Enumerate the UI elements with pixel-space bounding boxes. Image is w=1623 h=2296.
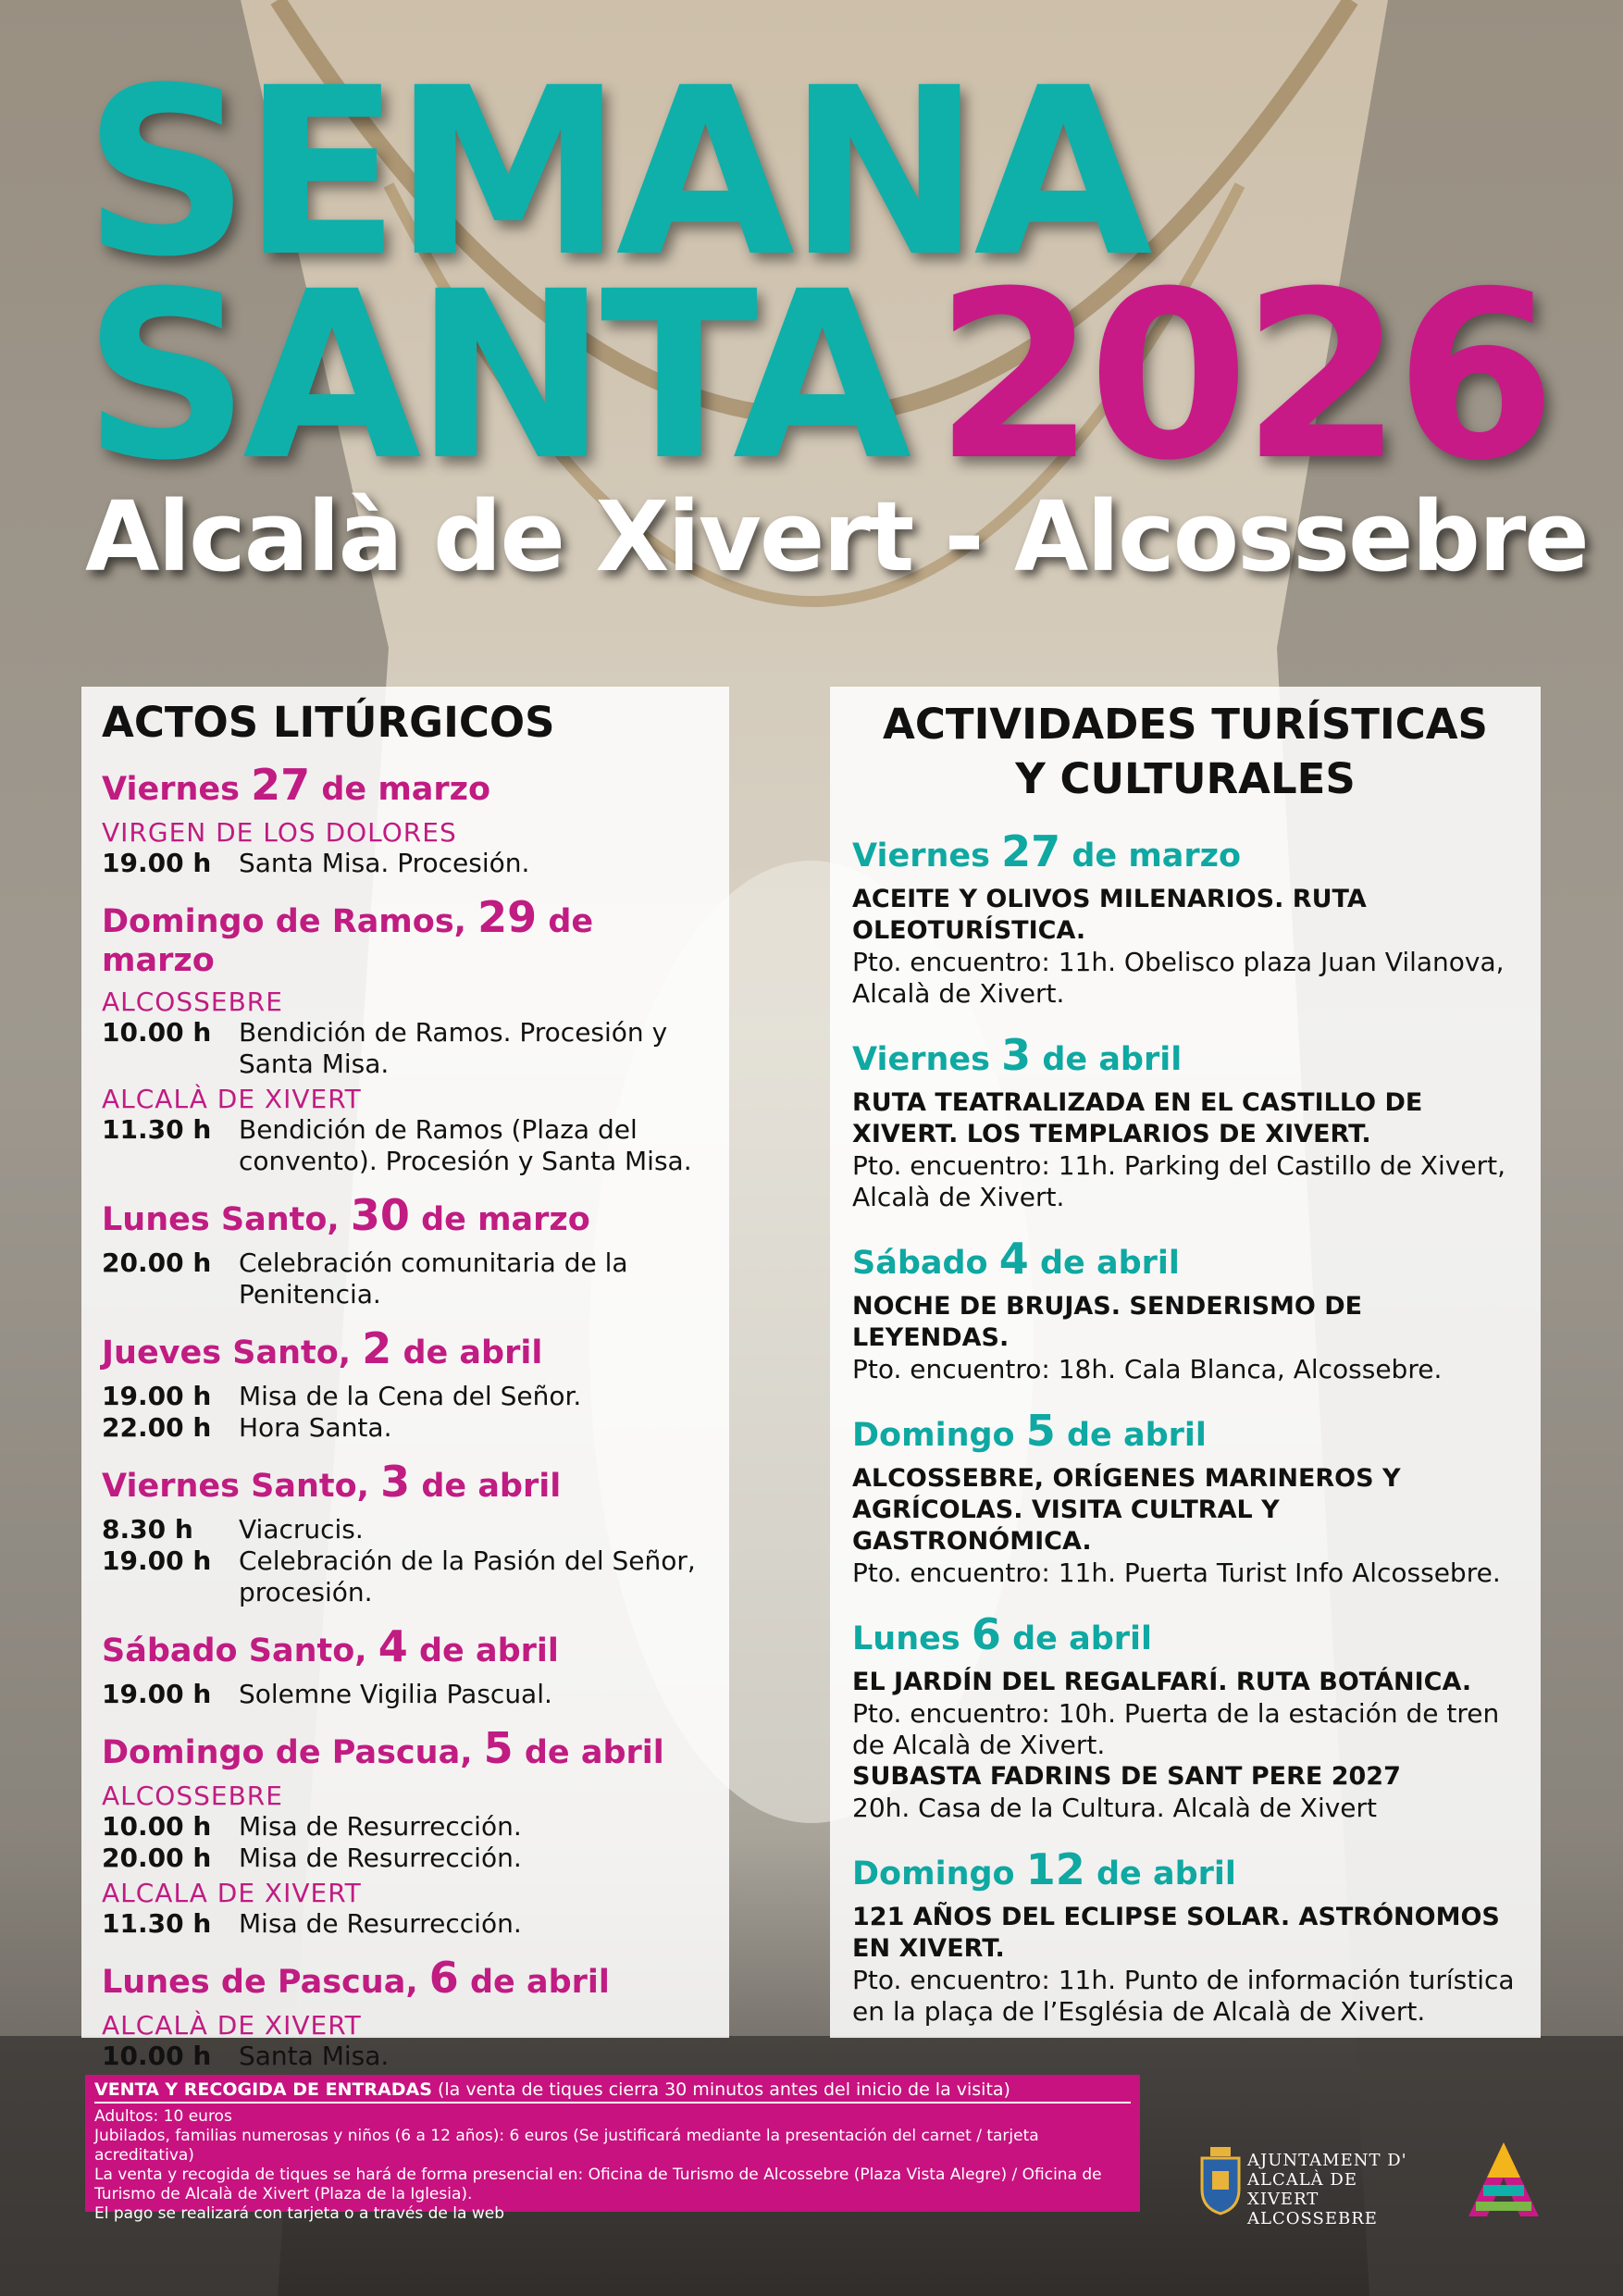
- schedule-row: [102, 2041, 709, 2072]
- meeting-point: Pto. encuentro: 11h. Obelisco plaza Juan Vilanova, Alcalà de Xivert.: [852, 947, 1505, 1009]
- event-time: 20.00 h: [102, 1843, 212, 1873]
- event-description: Bendición de Ramos (Plaza del convento). Procesión y Santa Misa.: [239, 1114, 692, 1176]
- schedule-row: [102, 1545, 709, 1608]
- day-number: 29: [477, 892, 538, 942]
- day-name: Viernes Santo,: [102, 1468, 381, 1505]
- ajuntament-line: ALCOSSEBRE: [1247, 2209, 1378, 2228]
- day-name: Domingo: [852, 1417, 1026, 1454]
- activity-name: SUBASTA FADRINS DE SANT PERE 2027: [852, 1762, 1401, 1791]
- day-name: Sábado: [852, 1245, 999, 1282]
- event-description: Celebración comunitaria de la Penitencia.: [239, 1247, 628, 1309]
- meeting-point: Pto. encuentro: 10h. Puerta de la estación de tren de Alcalà de Xivert.: [852, 1698, 1500, 1760]
- day-heading: [852, 1406, 1518, 1456]
- event-description: Santa Misa.: [239, 2041, 390, 2071]
- day-month: de abril: [458, 1964, 610, 2001]
- tourism-title: [852, 698, 1518, 806]
- event-description: Misa de la Cena del Señor.: [239, 1381, 582, 1411]
- day-heading: [102, 1723, 709, 1773]
- location-label: ALCOSSEBRE: [102, 1781, 283, 1811]
- day-month: de marzo: [102, 903, 594, 979]
- day-heading: [102, 1190, 709, 1240]
- location-label: ALCALÀ DE XIVERT: [102, 2010, 362, 2041]
- day-name: Domingo de Pascua,: [102, 1734, 484, 1771]
- day-number: 3: [1001, 1030, 1032, 1080]
- event-description: Misa de Resurrección.: [239, 1843, 522, 1873]
- schedule-row: [102, 1017, 709, 1080]
- schedule-row: [102, 1843, 709, 1874]
- day-name: Lunes: [852, 1620, 972, 1657]
- day-number: 5: [1025, 1406, 1056, 1456]
- meeting-point: Pto. encuentro: 18h. Cala Blanca, Alcossebre.: [852, 1354, 1443, 1384]
- title-santa: SANTA: [83, 242, 905, 511]
- day-number: 2: [362, 1323, 392, 1373]
- day-heading: [852, 826, 1518, 876]
- event-description: Celebración de la Pasión del Señor, procesión.: [239, 1545, 696, 1607]
- tourism-title-line2: Y CULTURALES: [1015, 753, 1356, 803]
- event-description: Bendición de Ramos. Procesión y Santa Misa.: [239, 1017, 668, 1079]
- day-heading: [102, 1323, 709, 1373]
- location-label: VIRGEN DE LOS DOLORES: [102, 817, 457, 848]
- event-description: Misa de Resurrección.: [239, 1908, 522, 1939]
- schedule-row: [102, 1381, 709, 1412]
- day-month: de abril: [1055, 1417, 1207, 1454]
- schedule-row: [102, 1908, 709, 1940]
- day-number: 5: [483, 1723, 514, 1773]
- location-label: ALCALA DE XIVERT: [102, 1878, 362, 1908]
- day-number: 12: [1025, 1844, 1085, 1894]
- event-time: 19.00 h: [102, 1545, 212, 1576]
- event-time: 22.00 h: [102, 1412, 212, 1443]
- ajuntament-line: AJUNTAMENT D': [1247, 2151, 1407, 2170]
- day-month: de abril: [513, 1734, 664, 1771]
- day-month: de abril: [391, 1334, 543, 1371]
- activity-name: NOCHE DE BRUJAS. SENDERISMO DE LEYENDAS.: [852, 1292, 1363, 1352]
- event-time: 19.00 h: [102, 1679, 212, 1709]
- sales-line: Jubilados, familias numerosas y niños (6 a 12 años): 6 euros (Se justificará mediante la presentación del carnet / tarjeta acreditativa): [94, 2127, 1039, 2165]
- sales-heading-note: (la venta de tiques cierra 30 minutos antes del inicio de la visita): [431, 2079, 1010, 2100]
- activity-name: ACEITE Y OLIVOS MILENARIOS. RUTA OLEOTURÍSTICA.: [852, 885, 1367, 945]
- day-name: Sábado Santo,: [102, 1632, 378, 1669]
- event-description: Viacrucis.: [239, 1514, 364, 1545]
- day-name: Domingo de Ramos,: [102, 903, 478, 940]
- schedule-row: [102, 1679, 709, 1710]
- day-heading: [102, 1953, 709, 2003]
- day-number: 4: [998, 1234, 1029, 1284]
- event-time: 10.00 h: [102, 2041, 212, 2071]
- day-month: de abril: [1028, 1245, 1180, 1282]
- schedule-row: [102, 1514, 709, 1545]
- event-description: Santa Misa. Procesión.: [239, 848, 530, 878]
- day-heading: [102, 760, 709, 810]
- activity-name: EL JARDÍN DEL REGALFARÍ. RUTA BOTÁNICA.: [852, 1668, 1472, 1696]
- day-month: de marzo: [310, 771, 491, 808]
- day-month: de marzo: [409, 1201, 590, 1238]
- day-month: de abril: [410, 1468, 562, 1505]
- event-description: Misa de Resurrección.: [239, 1811, 522, 1842]
- day-heading: [852, 1609, 1518, 1659]
- day-name: Lunes de Pascua,: [102, 1964, 429, 2001]
- day-number: 6: [971, 1609, 1001, 1659]
- event-time: 11.30 h: [102, 1114, 212, 1145]
- schedule-row: [102, 1412, 709, 1444]
- meeting-point: 20h. Casa de la Cultura. Alcalà de Xivert: [852, 1793, 1378, 1823]
- schedule-row: [102, 1247, 709, 1310]
- event-time: 20.00 h: [102, 1247, 212, 1278]
- activity-name: RUTA TEATRALIZADA EN EL CASTILLO DE XIVERT. LOS TEMPLARIOS DE XIVERT.: [852, 1088, 1423, 1148]
- liturgy-panel: [81, 687, 729, 2071]
- day-heading: [102, 1457, 709, 1507]
- day-month: de marzo: [1060, 838, 1242, 875]
- day-name: Viernes: [852, 1041, 1002, 1078]
- event-time: 19.00 h: [102, 848, 212, 878]
- ajuntament-text: [1247, 2151, 1421, 2228]
- day-heading: [102, 1621, 709, 1671]
- sales-heading-row: [94, 2080, 1131, 2104]
- schedule-row: [102, 848, 709, 879]
- day-number: 30: [350, 1190, 410, 1240]
- meeting-point: Pto. encuentro: 11h. Puerta Turist Info Alcossebre.: [852, 1558, 1501, 1588]
- day-heading: [852, 1030, 1518, 1080]
- sales-line: La venta y recogida de tiques se hará de forma presencial en: Oficina de Turismo de Alcossebre (Plaza Vista Alegre) / Oficina de Turismo de Alcalà de Xivert (Plaza de la Iglesia).: [94, 2166, 1102, 2203]
- tourism-title-line1: ACTIVIDADES TURÍSTICAS: [883, 700, 1488, 749]
- meeting-point: Pto. encuentro: 11h. Parking del Castillo de Xivert, Alcalà de Xivert.: [852, 1150, 1505, 1212]
- day-heading: [852, 1234, 1518, 1284]
- day-name: Jueves Santo,: [102, 1334, 363, 1371]
- activity-name: ALCOSSEBRE, ORÍGENES MARINEROS Y AGRÍCOLAS. VISITA CULTRAL Y GASTRONÓMICA.: [852, 1464, 1401, 1556]
- day-heading: [852, 1844, 1518, 1894]
- sales-line: Adultos: 10 euros: [94, 2107, 232, 2126]
- location-label: ALCALÀ DE XIVERT: [102, 1084, 362, 1114]
- activity-name: 121 AÑOS DEL ECLIPSE SOLAR. ASTRÓNOMOS EN XIVERT.: [852, 1903, 1500, 1963]
- sales-heading: VENTA Y RECOGIDA DE ENTRADAS: [94, 2079, 432, 2100]
- day-heading: [102, 892, 709, 979]
- ajuntament-line: ALCALÀ DE XIVERT: [1247, 2170, 1357, 2209]
- day-number: 27: [251, 760, 311, 810]
- coat-of-arms-icon: [1199, 2147, 1242, 2215]
- event-time: 10.00 h: [102, 1811, 212, 1842]
- day-name: Domingo: [852, 1855, 1026, 1893]
- letter-a-logo-icon: [1467, 2141, 1541, 2219]
- title-semana: SEMANA: [83, 38, 1146, 307]
- event-time: 11.30 h: [102, 1908, 212, 1939]
- ajuntament-logo: [1199, 2145, 1421, 2228]
- day-number: 6: [428, 1953, 459, 2003]
- title-year: 2026: [935, 242, 1549, 511]
- day-name: Viernes: [102, 771, 252, 808]
- event-time: 8.30 h: [102, 1514, 193, 1545]
- subtitle-location: Alcalà de Xivert - Alcossebre: [85, 480, 1588, 593]
- liturgy-list: [102, 760, 709, 2072]
- day-number: 27: [1001, 826, 1061, 876]
- schedule-row: [102, 1114, 709, 1177]
- tourism-list: [852, 826, 1518, 2028]
- day-month: de abril: [1000, 1620, 1153, 1657]
- event-time: 10.00 h: [102, 1017, 212, 1048]
- day-month: de abril: [1031, 1041, 1183, 1078]
- tourism-panel: [830, 687, 1541, 2038]
- day-month: de abril: [1084, 1855, 1236, 1893]
- meeting-point: Pto. encuentro: 11h. Punto de información turística en la plaça de l’Església de Alcalà de Xivert.: [852, 1965, 1515, 2027]
- liturgy-title: ACTOS LITÚRGICOS: [102, 698, 555, 747]
- ticket-sales-box: [85, 2075, 1140, 2223]
- day-name: Lunes Santo,: [102, 1201, 351, 1238]
- day-number: 3: [380, 1457, 411, 1507]
- schedule-row: [102, 1811, 709, 1843]
- day-month: de abril: [407, 1632, 559, 1669]
- event-time: 19.00 h: [102, 1381, 212, 1411]
- sales-line: El pago se realizará con tarjeta o a través de la web: [94, 2204, 504, 2223]
- location-label: ALCOSSEBRE: [102, 987, 283, 1017]
- event-description: Hora Santa.: [239, 1412, 392, 1443]
- day-name: Viernes: [852, 838, 1002, 875]
- day-number: 4: [378, 1621, 408, 1671]
- event-description: Solemne Vigilia Pascual.: [239, 1679, 552, 1709]
